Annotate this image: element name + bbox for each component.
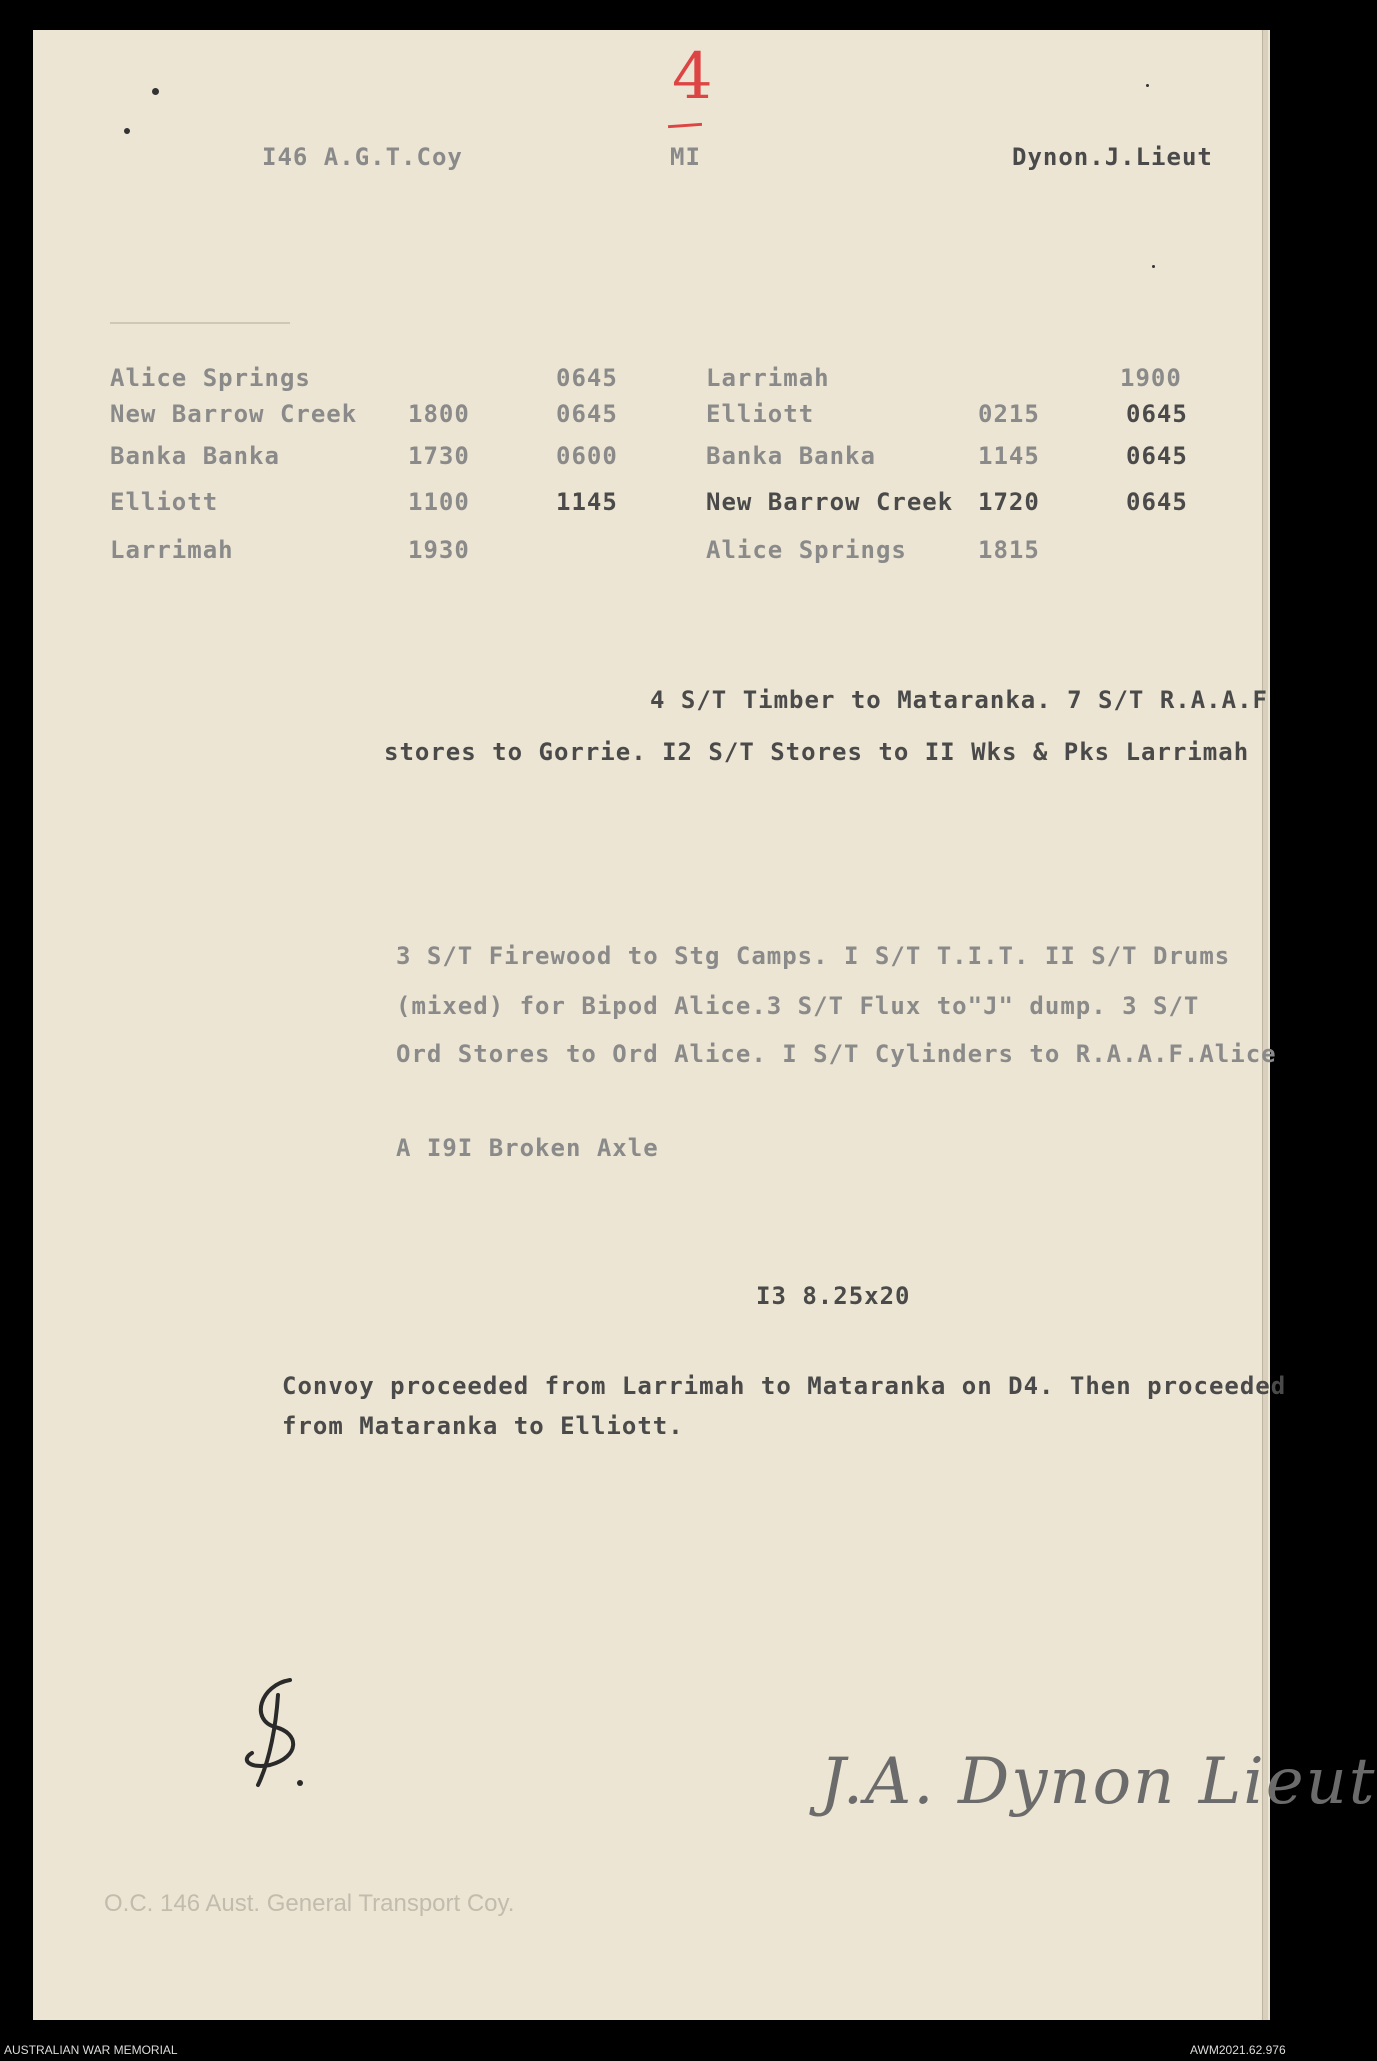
punch-mark	[152, 88, 159, 95]
schedule-right-time1: 1815	[978, 536, 1040, 564]
document-sheet	[33, 30, 1270, 2020]
breakdown-note: A I9I Broken Axle	[396, 1134, 659, 1162]
vehicles-note: I3 8.25x20	[756, 1282, 911, 1310]
schedule-right-time2: 0645	[1126, 488, 1188, 516]
schedule-right-time2: 1900	[1120, 364, 1182, 392]
remarks-line: from Mataranka to Elliott.	[282, 1412, 684, 1440]
loads-return-line: 3 S/T Firewood to Stg Camps. I S/T T.I.T. II S/T Drums	[396, 942, 1231, 970]
punch-mark	[1146, 84, 1149, 87]
schedule-left-time1: 1800	[408, 400, 470, 428]
unit-stamp: O.C. 146 Aust. General Transport Coy.	[104, 1890, 515, 1917]
handwritten-initials-icon	[230, 1665, 350, 1795]
schedule-left-time1: 1100	[408, 488, 470, 516]
schedule-left-time1: 1930	[408, 536, 470, 564]
page-edge-line	[1262, 30, 1263, 2020]
schedule-right-place: New Barrow Creek	[706, 488, 954, 516]
schedule-left-time2: 0645	[556, 364, 618, 392]
schedule-left-place: Larrimah	[110, 536, 234, 564]
schedule-left-time2: 1145	[556, 488, 618, 516]
schedule-right-time2: 0645	[1126, 442, 1188, 470]
schedule-left-place: Banka Banka	[110, 442, 280, 470]
schedule-right-place: Alice Springs	[706, 536, 907, 564]
loads-return-line: (mixed) for Bipod Alice.3 S/T Flux to"J" dump. 3 S/T	[396, 992, 1200, 1020]
footer-right: AWM2021.62.976	[1190, 2043, 1286, 2057]
loads-outbound-line: stores to Gorrie. I2 S/T Stores to II Wks & Pks Larrimah	[384, 738, 1250, 766]
faint-rule	[110, 322, 290, 324]
footer-left: AUSTRALIAN WAR MEMORIAL	[4, 2043, 178, 2057]
schedule-right-place: Banka Banka	[706, 442, 876, 470]
punch-mark	[124, 128, 130, 134]
schedule-right-time1: 1720	[978, 488, 1040, 516]
unit-header: I46 A.G.T.Coy	[262, 143, 463, 171]
schedule-left-time2: 0600	[556, 442, 618, 470]
schedule-right-time1: 1145	[978, 442, 1040, 470]
officer-header: Dynon.J.Lieut	[1012, 143, 1213, 171]
schedule-right-place: Larrimah	[706, 364, 830, 392]
page-number: 4	[672, 40, 713, 114]
schedule-left-place: New Barrow Creek	[110, 400, 358, 428]
schedule-right-place: Elliott	[706, 400, 815, 428]
schedule-left-place: Elliott	[110, 488, 219, 516]
loads-outbound-line: 4 S/T Timber to Mataranka. 7 S/T R.A.A.F	[650, 686, 1268, 714]
signature: J.A. Dynon Lieut	[820, 1745, 1377, 1819]
schedule-right-time1: 0215	[978, 400, 1040, 428]
schedule-left-time2: 0645	[556, 400, 618, 428]
schedule-left-place: Alice Springs	[110, 364, 311, 392]
center-mark: MI	[670, 143, 701, 171]
punch-mark	[1152, 265, 1155, 268]
remarks-line: Convoy proceeded from Larrimah to Mataranka on D4. Then proceeded	[282, 1372, 1287, 1400]
schedule-left-time1: 1730	[408, 442, 470, 470]
schedule-right-time2: 0645	[1126, 400, 1188, 428]
loads-return-line: Ord Stores to Ord Alice. I S/T Cylinders to R.A.A.F.Alice	[396, 1040, 1277, 1068]
